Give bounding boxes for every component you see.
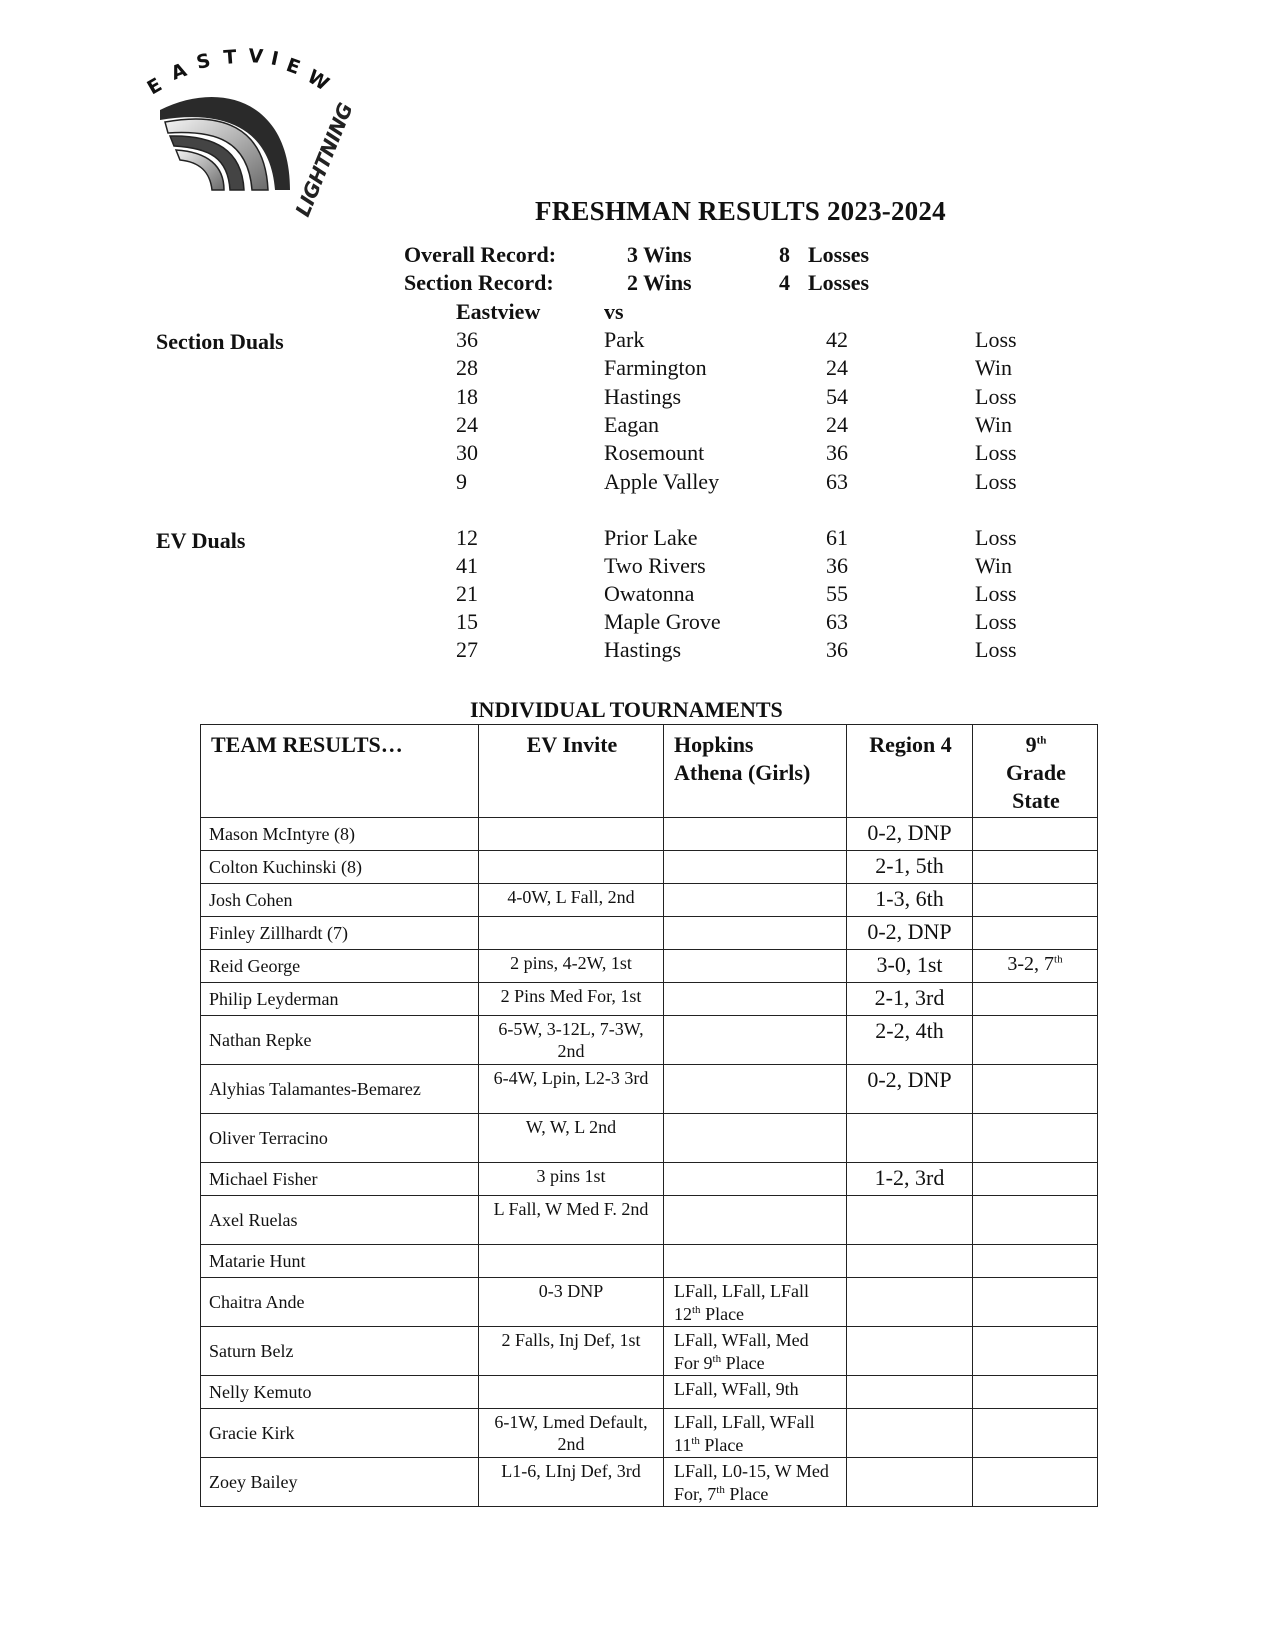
- logo-text-E: E: [143, 73, 166, 100]
- ev-invite-result: 4-0W, L Fall, 2nd: [479, 884, 664, 917]
- result: Loss: [975, 525, 1017, 550]
- state-result: [973, 1065, 1098, 1114]
- table-row: [201, 1278, 1098, 1327]
- section-record-losses-num: 4: [779, 270, 790, 295]
- svg-text:W: W: [303, 65, 333, 96]
- ev-invite-result: W, W, L 2nd: [479, 1114, 664, 1163]
- ev-invite-result: L Fall, W Med F. 2nd: [479, 1196, 664, 1245]
- opponent-score: 36: [826, 440, 848, 466]
- duals-header-vs: vs: [604, 299, 624, 324]
- hopkins-result: [664, 884, 847, 917]
- wrestler-name: Reid George: [201, 950, 479, 983]
- region-4-result: 0-2, DNP: [847, 818, 973, 851]
- state-result: [973, 983, 1098, 1016]
- wrestler-name: Matarie Hunt: [201, 1245, 479, 1278]
- state-result: [973, 1409, 1098, 1458]
- result: Loss: [975, 440, 1017, 466]
- hopkins-result: [664, 1278, 847, 1327]
- col-header-ev-invite: EV Invite: [479, 725, 664, 818]
- opponent-name: Rosemount: [604, 440, 705, 466]
- region-4-result: 1-3, 6th: [847, 884, 973, 917]
- opponent-score: 54: [826, 383, 848, 409]
- opponent-score: 61: [826, 525, 848, 550]
- state-result-sup: th: [1054, 953, 1063, 966]
- svg-text:V: V: [247, 45, 264, 69]
- result: Win: [975, 553, 1012, 578]
- wrestler-name: Oliver Terracino: [201, 1114, 479, 1163]
- hopkins-result: [664, 851, 847, 884]
- hopkins-result: [664, 1163, 847, 1196]
- region-4-result: [847, 1458, 973, 1507]
- overall-record-losses-num: 8: [779, 242, 790, 267]
- table-row: [201, 917, 1098, 950]
- eastview-score: 30: [456, 440, 478, 466]
- hopkins-result-text: LFall, LFall, LFall 12: [674, 1281, 809, 1324]
- col-header-region: Region 4: [847, 725, 973, 818]
- svg-text:E: E: [283, 54, 304, 80]
- svg-text:S: S: [194, 49, 213, 74]
- hopkins-result: [664, 1409, 847, 1458]
- eastview-score: 28: [456, 355, 478, 381]
- opponent-name: Maple Grove: [604, 609, 721, 634]
- page-title: FRESHMAN RESULTS 2023-2024: [535, 196, 946, 226]
- section-record-label: Section Record:: [404, 270, 554, 295]
- hopkins-result: [664, 1196, 847, 1245]
- ev-duals-heading: EV Duals: [156, 528, 246, 553]
- hopkins-result-text: LFall, LFall, WFall 11: [674, 1412, 815, 1455]
- opponent-score: 36: [826, 637, 848, 662]
- region-4-result: [847, 1376, 973, 1409]
- state-result: [973, 818, 1098, 851]
- wrestler-name: Finley Zillhardt (7): [201, 917, 479, 950]
- opponent-score: 42: [826, 327, 848, 352]
- table-row: [201, 1196, 1098, 1245]
- hopkins-result-suffix: Place: [700, 1304, 745, 1324]
- result: Win: [975, 411, 1012, 437]
- wrestler-name: Axel Ruelas: [201, 1196, 479, 1245]
- hopkins-result-suffix: Place: [724, 1484, 769, 1504]
- state-result: [973, 1114, 1098, 1163]
- eastview-score: 41: [456, 553, 478, 578]
- hopkins-result-suffix: Place: [699, 1435, 744, 1455]
- opponent-score: 63: [826, 468, 848, 494]
- hopkins-result-sup: th: [712, 1353, 722, 1365]
- state-result: [973, 884, 1098, 917]
- svg-text:A: A: [168, 58, 190, 85]
- ev-invite-result: 0-3 DNP: [479, 1278, 664, 1327]
- table-row: [201, 1163, 1098, 1196]
- eastview-lightning-logo: [140, 40, 358, 230]
- tournaments-table: [200, 724, 1098, 1507]
- table-row: [201, 1376, 1098, 1409]
- eastview-score: 18: [456, 383, 478, 409]
- opponent-score: 24: [826, 355, 848, 381]
- opponent-name: Prior Lake: [604, 525, 698, 550]
- hopkins-result: [664, 983, 847, 1016]
- eastview-score: 36: [456, 327, 478, 352]
- table-row: [201, 1245, 1098, 1278]
- hopkins-result: [664, 1065, 847, 1114]
- col-header-state: 9th Grade State: [973, 725, 1098, 818]
- ev-invite-result: [479, 1376, 664, 1409]
- result: Loss: [975, 637, 1017, 662]
- result: Loss: [975, 468, 1017, 494]
- state-result: [973, 1245, 1098, 1278]
- region-4-result: [847, 1409, 973, 1458]
- region-4-result: [847, 1278, 973, 1327]
- eastview-score: 12: [456, 525, 478, 550]
- state-result: [973, 1376, 1098, 1409]
- hopkins-result-sup: th: [691, 1435, 700, 1447]
- hopkins-result: [664, 917, 847, 950]
- result: Win: [975, 355, 1012, 381]
- table-row: [201, 1065, 1098, 1114]
- result: Loss: [975, 383, 1017, 409]
- overall-record-wins: 3 Wins: [627, 242, 692, 267]
- eastview-score: 21: [456, 581, 478, 606]
- region-4-result: [847, 1196, 973, 1245]
- opponent-name: Hastings: [604, 383, 681, 409]
- region-4-result: [847, 1114, 973, 1163]
- state-result: [973, 851, 1098, 884]
- region-4-result: 0-2, DNP: [847, 1065, 973, 1114]
- state-result: [973, 1196, 1098, 1245]
- wrestler-name: Saturn Belz: [201, 1327, 479, 1376]
- region-4-result: 3-0, 1st: [847, 950, 973, 983]
- state-result: [973, 950, 1098, 983]
- region-4-result: [847, 1245, 973, 1278]
- tournaments-title: INDIVIDUAL TOURNAMENTS: [470, 697, 783, 722]
- hopkins-result: [664, 1245, 847, 1278]
- hopkins-result-sup: th: [692, 1304, 701, 1316]
- eastview-score: 9: [456, 468, 467, 494]
- ev-invite-result: [479, 818, 664, 851]
- hopkins-result: [664, 950, 847, 983]
- section-record-losses-word: Losses: [808, 270, 870, 295]
- table-row: [201, 1114, 1098, 1163]
- ev-invite-result: 2 Falls, Inj Def, 1st: [479, 1327, 664, 1376]
- state-result: [973, 1278, 1098, 1327]
- table-header-row: [201, 725, 1098, 818]
- ev-invite-result: 2 pins, 4-2W, 1st: [479, 950, 664, 983]
- wrestler-name: Zoey Bailey: [201, 1458, 479, 1507]
- eastview-score: 15: [456, 609, 478, 634]
- ev-invite-result: 2 Pins Med For, 1st: [479, 983, 664, 1016]
- hopkins-result-suffix: Place: [721, 1353, 765, 1373]
- opponent-score: 63: [826, 609, 848, 634]
- opponent-name: Owatonna: [604, 581, 695, 606]
- overall-record-label: Overall Record:: [404, 242, 557, 267]
- region-4-result: [847, 1327, 973, 1376]
- region-4-result: 0-2, DNP: [847, 917, 973, 950]
- hopkins-result: LFall, WFall, 9th: [664, 1376, 847, 1409]
- opponent-score: 24: [826, 411, 848, 437]
- ev-invite-result: [479, 1245, 664, 1278]
- result: Loss: [975, 609, 1017, 634]
- table-row: [201, 1016, 1098, 1065]
- svg-text:LIGHTNING: LIGHTNING: [290, 99, 358, 220]
- table-row: [201, 851, 1098, 884]
- opponent-name: Eagan: [604, 411, 659, 437]
- state-result: [973, 1016, 1098, 1065]
- state-result: [973, 1163, 1098, 1196]
- table-row: [201, 1458, 1098, 1507]
- state-result: [973, 1458, 1098, 1507]
- table-row: [201, 1327, 1098, 1376]
- hopkins-result: [664, 1114, 847, 1163]
- wrestler-name: Nathan Repke: [201, 1016, 479, 1065]
- table-row: [201, 884, 1098, 917]
- table-row: [201, 983, 1098, 1016]
- wrestler-name: Nelly Kemuto: [201, 1376, 479, 1409]
- opponent-name: Park: [604, 327, 645, 352]
- svg-text:I: I: [268, 47, 281, 71]
- duals-header-team: Eastview: [456, 299, 541, 324]
- state-result: [973, 917, 1098, 950]
- wrestler-name: Mason McIntyre (8): [201, 818, 479, 851]
- hopkins-result-sup: th: [716, 1484, 725, 1496]
- table-row: [201, 818, 1098, 851]
- ev-invite-result: [479, 851, 664, 884]
- opponent-score: 55: [826, 581, 848, 606]
- ev-invite-result: [479, 917, 664, 950]
- section-record-wins: 2 Wins: [627, 270, 692, 295]
- state-result: [973, 1327, 1098, 1376]
- hopkins-result: [664, 818, 847, 851]
- eastview-score: 24: [456, 411, 478, 437]
- result: Loss: [975, 327, 1017, 352]
- col-header-team: TEAM RESULTS…: [201, 725, 479, 818]
- result: Loss: [975, 581, 1017, 606]
- hopkins-result-text: LFall, L0-15, W Med For, 7: [674, 1461, 829, 1504]
- region-4-result: 2-1, 3rd: [847, 983, 973, 1016]
- section-duals-heading: Section Duals: [156, 329, 284, 354]
- eastview-score: 27: [456, 637, 478, 662]
- col-header-hopkins: Hopkins Athena (Girls): [664, 725, 847, 818]
- opponent-name: Hastings: [604, 637, 681, 662]
- ev-invite-result: 6-1W, Lmed Default, 2nd: [479, 1409, 664, 1458]
- opponent-name: Two Rivers: [604, 553, 706, 578]
- wrestler-name: Alyhias Talamantes-Bemarez: [201, 1065, 479, 1114]
- wrestler-name: Philip Leyderman: [201, 983, 479, 1016]
- hopkins-result: [664, 1327, 847, 1376]
- wrestler-name: Chaitra Ande: [201, 1278, 479, 1327]
- ev-invite-result: 6-5W, 3-12L, 7-3W, 2nd: [479, 1016, 664, 1065]
- svg-text:T: T: [222, 46, 238, 69]
- wrestler-name: Josh Cohen: [201, 884, 479, 917]
- ev-invite-result: L1-6, LInj Def, 3rd: [479, 1458, 664, 1507]
- region-4-result: 2-1, 5th: [847, 851, 973, 884]
- region-4-result: 1-2, 3rd: [847, 1163, 973, 1196]
- ev-invite-result: 6-4W, Lpin, L2-3 3rd: [479, 1065, 664, 1114]
- wrestler-name: Gracie Kirk: [201, 1409, 479, 1458]
- hopkins-result: [664, 1016, 847, 1065]
- table-row: [201, 950, 1098, 983]
- state-result-text: 3-2, 7: [1007, 953, 1055, 975]
- wrestler-name: Colton Kuchinski (8): [201, 851, 479, 884]
- hopkins-result: [664, 1458, 847, 1507]
- opponent-score: 36: [826, 553, 848, 578]
- table-row: [201, 1409, 1098, 1458]
- opponent-name: Farmington: [604, 355, 707, 381]
- overall-record-losses-word: Losses: [808, 242, 870, 267]
- hopkins-result-text: LFall, WFall, Med For 9: [674, 1330, 809, 1373]
- opponent-name: Apple Valley: [604, 468, 720, 494]
- region-4-result: 2-2, 4th: [847, 1016, 973, 1065]
- wrestler-name: Michael Fisher: [201, 1163, 479, 1196]
- ev-invite-result: 3 pins 1st: [479, 1163, 664, 1196]
